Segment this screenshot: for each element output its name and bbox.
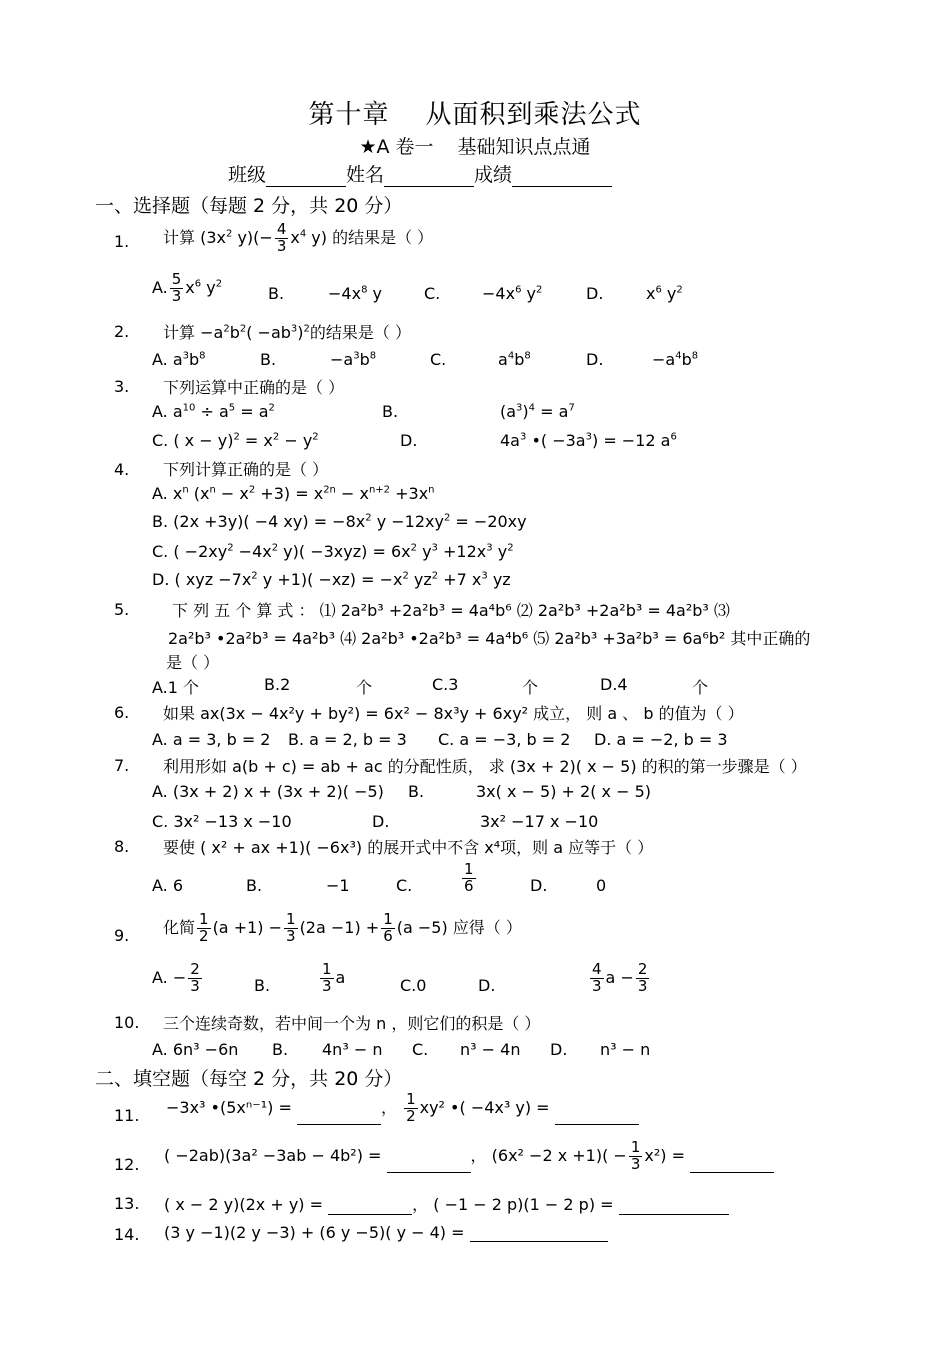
page-title: 第十章 从面积到乘法公式 xyxy=(308,100,642,130)
q10-option-b-value: 4n³ − n xyxy=(322,1040,383,1059)
score-blank[interactable] xyxy=(512,168,612,187)
question-7-text: 利用形如 a(b + c) = ab + ac 的分配性质， 求 (3x + 2)( x − 5) 的积的第一步骤是（ ） xyxy=(163,757,807,776)
page-subtitle: ★A 卷一 基础知识点点通 xyxy=(359,136,591,158)
q10-option-d[interactable]: D. xyxy=(550,1040,568,1059)
q4-option-a[interactable]: A. $x^n$ $(x^n - x^2 +3) = x^{2n} - x^{n+2} +3x^n$ xyxy=(152,484,435,503)
question-1-text: 计算 ($3x^2$ y)(− $\frac{4}{3}$ $x^4$ y) 的结果是（ ） xyxy=(163,220,434,255)
q5-option-c-unit: 个 xyxy=(522,678,539,697)
q2-option-b[interactable]: B. xyxy=(260,350,277,369)
q6-option-a[interactable]: A. a = 3, b = 2 xyxy=(152,730,271,749)
q5-option-a[interactable]: A.1 个 xyxy=(152,678,200,697)
question-number: 12. xyxy=(114,1155,140,1174)
q8-option-a[interactable]: A. 6 xyxy=(152,876,184,895)
q9-option-a[interactable]: A. − $\frac{2}{3}$ xyxy=(152,960,200,995)
q5-option-c[interactable]: C.3 xyxy=(432,675,459,694)
q3-option-d[interactable]: D. xyxy=(400,431,418,450)
question-number: 14. xyxy=(114,1225,140,1244)
q3-option-a[interactable]: A. $a^{10} \div a^5 = a^2$ xyxy=(152,402,275,421)
q5-option-b-unit: 个 xyxy=(356,678,373,697)
question-10-text: 三个连续奇数，若中间一个为 n ，则它们的积是（ ） xyxy=(163,1014,541,1033)
question-number: 1. xyxy=(114,232,130,251)
answer-blank[interactable] xyxy=(297,1108,381,1125)
question-number: 2. xyxy=(114,322,130,341)
student-info-line: 班级 姓名 成绩 xyxy=(228,160,612,187)
q8-option-b[interactable]: B. xyxy=(246,876,263,895)
q7-option-b[interactable]: B. xyxy=(408,782,425,801)
q2-option-d[interactable]: D. xyxy=(586,350,604,369)
q10-option-c[interactable]: C. xyxy=(412,1040,429,1059)
q1-option-c-value: $-4x^6$ $y^2$ xyxy=(482,284,543,303)
q8-option-d-value: 0 xyxy=(596,876,607,895)
q5-option-d-unit: 个 xyxy=(692,678,709,697)
q1-option-b-value: $-4x^8$ y xyxy=(328,284,382,303)
question-13-text: ( x − 2 y)(2x + y) = ， ( −1 − 2 p)(1 − 2 p) = xyxy=(164,1192,729,1215)
q7-option-d[interactable]: D. xyxy=(372,812,390,831)
q8-option-c[interactable]: C. xyxy=(396,876,413,895)
question-3-text: 下列运算中正确的是（ ） xyxy=(163,378,345,397)
section-title-choice: 一、选择题（每题 2 分，共 20 分） xyxy=(95,195,403,217)
q10-option-d-value: n³ − n xyxy=(600,1040,651,1059)
q3-option-b-value: $(a^3)^4 = a^7$ xyxy=(500,402,575,421)
q8-option-b-value: −1 xyxy=(326,876,350,895)
q7-option-b-value: 3x( x − 5) + 2( x − 5) xyxy=(476,782,651,801)
q9-option-c[interactable]: C.0 xyxy=(400,976,427,995)
answer-blank[interactable] xyxy=(328,1198,412,1215)
q9-option-d[interactable]: D. xyxy=(478,976,496,995)
question-number: 9. xyxy=(114,926,130,945)
section-title-fill: 二、填空题（每空 2 分，共 20 分） xyxy=(95,1068,403,1090)
question-8-text: 要使 ( x² + ax +1)( −6x³) 的展开式中不含 x⁴项，则 a 应等于（ ） xyxy=(163,838,654,857)
q6-option-b[interactable]: B. a = 2, b = 3 xyxy=(288,730,407,749)
question-number: 13. xyxy=(114,1194,140,1213)
q1-option-a[interactable]: A. $\frac{5}{3}$ $x^6$ $y^2$ xyxy=(152,270,223,305)
q2-option-c-value: $a^4b^8$ xyxy=(498,350,531,369)
q4-option-b[interactable]: B. (2x +3y)( −4 $xy) = -8x^2$ $y -12xy^2 = -20xy$ xyxy=(152,512,527,531)
q10-option-b[interactable]: B. xyxy=(272,1040,289,1059)
question-number: 8. xyxy=(114,837,130,856)
question-5-line-3: 是（ ） xyxy=(166,653,220,672)
q5-option-d[interactable]: D.4 xyxy=(600,675,628,694)
answer-blank[interactable] xyxy=(555,1108,639,1125)
q5-option-b[interactable]: B.2 xyxy=(264,675,291,694)
answer-blank[interactable] xyxy=(387,1156,471,1173)
question-9-text: 化简 $\frac{1}{2}$ (a +1) − $\frac{1}{3}$ (2a −1) + $\frac{1}{6}$ (a −5) 应得（ ） xyxy=(163,910,522,945)
answer-blank[interactable] xyxy=(619,1198,729,1215)
q1-option-b[interactable]: B. xyxy=(268,284,285,303)
q2-option-d-value: $-a^4b^8$ xyxy=(652,350,699,369)
question-6-text: 如果 ax(3x − 4x²y + by²) = 6x² − 8x³y + 6xy² 成立， 则 a 、 b 的值为（ ） xyxy=(163,704,744,723)
question-number: 3. xyxy=(114,377,130,396)
q6-option-d[interactable]: D. a = −2, b = 3 xyxy=(594,730,728,749)
question-number: 4. xyxy=(114,460,130,479)
q2-option-c[interactable]: C. xyxy=(430,350,447,369)
q2-option-b-value: $-a^3b^8$ xyxy=(330,350,377,369)
q4-option-d[interactable]: D. ( xyz $-7x^2$ $y +1)( -xz) = -x^2$ $yz^2 +7$ $x^3$ yz xyxy=(152,570,511,589)
class-blank[interactable] xyxy=(266,168,346,187)
q4-option-c[interactable]: C. ( $-2xy^2 -4x^2$ $y)( -3xyz) = 6x^2$ $y^3 +12x^3$ $y^2$ xyxy=(152,542,514,561)
question-14-text: (3 y −1)(2 y −3) + (6 y −5)( y − 4) = xyxy=(164,1223,608,1242)
q1-option-c[interactable]: C. xyxy=(424,284,441,303)
q7-option-c[interactable]: C. 3x² −13 x −10 xyxy=(152,812,292,831)
q7-option-a[interactable]: A. (3x + 2) x + (3x + 2)( −5) xyxy=(152,782,384,801)
q3-option-d-value: $4a^3$ •( $-3a^3) = -12$ $a^6$ xyxy=(500,431,677,450)
question-number: 7. xyxy=(114,756,130,775)
fraction: $\frac{4}{3}$ xyxy=(276,220,287,255)
q3-option-b[interactable]: B. xyxy=(382,402,399,421)
q8-option-d[interactable]: D. xyxy=(530,876,548,895)
question-5-line-1: 下 列 五 个 算 式 ： ⑴ 2a²b³ +2a²b³ = 4a⁴b⁶ ⑵ 2a²b³ +2a²b³ = 4a²b³ ⑶ xyxy=(172,601,730,620)
question-5-line-2: 2a²b³ •2a²b³ = 4a²b³ ⑷ 2a²b³ •2a²b³ = 4a⁴b⁶ ⑸ 2a²b³ +3a²b³ = 6a⁶b² 其中正确的 xyxy=(168,629,811,648)
q9-option-b[interactable]: B. xyxy=(254,976,271,995)
q10-option-c-value: n³ − 4n xyxy=(460,1040,521,1059)
q3-option-c[interactable]: C. ( $x - y)^2 = x^2 - y^2$ xyxy=(152,431,319,450)
answer-blank[interactable] xyxy=(470,1225,608,1242)
question-number: 6. xyxy=(114,703,130,722)
question-4-text: 下列计算正确的是（ ） xyxy=(163,460,329,479)
q10-option-a[interactable]: A. 6n³ −6n xyxy=(152,1040,239,1059)
question-number: 10. xyxy=(114,1013,140,1032)
q6-option-c[interactable]: C. a = −3, b = 2 xyxy=(438,730,571,749)
q1-option-d-value: $x^6$ $y^2$ xyxy=(646,284,683,303)
question-number: 11. xyxy=(114,1106,140,1125)
question-2-text: 计算 $-a^2b^2( -ab^3)^2$的结果是（ ） xyxy=(163,323,412,342)
q1-option-d[interactable]: D. xyxy=(586,284,604,303)
q8-option-c-value: $\frac{1}{6}$ xyxy=(464,860,474,895)
question-11-text: −3x³ •(5xⁿ⁻¹) = ， $\frac{1}{2}$ xy² •( −4x³ y) = xyxy=(166,1092,639,1125)
answer-blank[interactable] xyxy=(690,1156,774,1173)
name-blank[interactable] xyxy=(384,168,474,187)
q7-option-d-value: 3x² −17 x −10 xyxy=(480,812,599,831)
question-number: 5. xyxy=(114,600,130,619)
question-12-text: ( −2ab)(3a² −3ab − 4b²) = ， (6x² −2 x +1)( − $\frac{1}{3}$ x²) = xyxy=(164,1140,774,1173)
q9-option-b-value: $\frac{1}{3}$ a xyxy=(322,960,346,995)
q9-option-d-value: $\frac{4}{3}$ a − $\frac{2}{3}$ xyxy=(592,960,648,995)
q2-option-a[interactable]: A. $a^3b^8$ xyxy=(152,350,206,369)
